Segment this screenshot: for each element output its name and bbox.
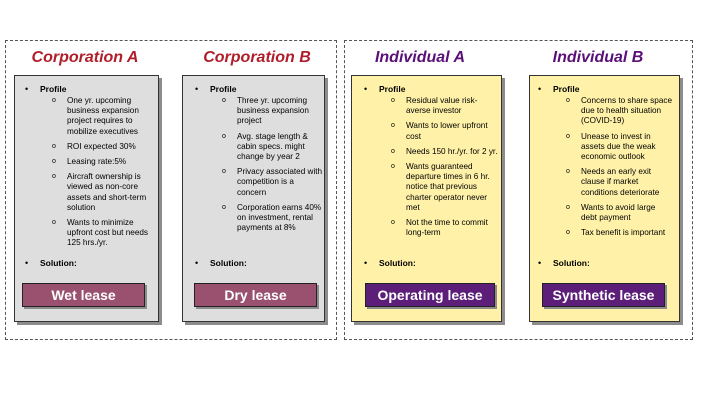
profile-list-individual-a: [391, 96, 498, 243]
profile-label: Profile: [40, 84, 67, 94]
list-item: o One yr. upcoming business expansion project requires to mobilize executives: [52, 96, 139, 136]
profile-list-corporation-a: [52, 96, 155, 254]
solution-label: Solution:: [40, 258, 77, 268]
solution-label: Solution:: [210, 258, 247, 268]
solution-bullet: • Solution:: [538, 258, 590, 268]
list-item: o Wants guaranteed departure times in 6 hr. notice that previous charter operator never met: [391, 162, 490, 212]
list-item: o Residual value risk-averse investor: [391, 96, 478, 116]
column-title-individual-a: Individual A: [374, 49, 466, 66]
profile-list-individual-b: [566, 96, 673, 243]
list-item: o Unease to invest in assets due the weak economic outlook: [566, 131, 656, 162]
column-title-corporation-b: Corporation B: [203, 49, 311, 66]
list-item: o Wants to lower upfront cost: [391, 121, 488, 141]
list-item: o Aircraft ownership is viewed as non-core assets and short-term solution: [52, 172, 147, 212]
profile-label: Profile: [210, 84, 237, 94]
list-item: o Needs 150 hr./yr. for 2 yr.: [391, 146, 498, 156]
profile-bullet: • Profile: [195, 84, 237, 94]
list-item: o Privacy associated with competition is a concern: [222, 167, 323, 197]
profile-bullet: • Profile: [364, 84, 406, 94]
solution-operating-lease: Operating lease: [365, 283, 495, 307]
list-item: o ROI expected 30%: [52, 141, 136, 151]
profile-bullet: • Profile: [25, 84, 67, 94]
solution-label: Solution:: [553, 258, 590, 268]
solution-wet-lease: Wet lease: [22, 283, 145, 307]
list-item: o Not the time to commit long-term: [391, 218, 488, 238]
solution-dry-lease: Dry lease: [194, 283, 317, 307]
list-item: o Three yr. upcoming business expansion project: [222, 96, 309, 126]
list-item: o Leasing rate:5%: [52, 157, 127, 167]
solution-bullet: • Solution:: [364, 258, 416, 268]
profile-bullet: • Profile: [538, 84, 580, 94]
solution-bullet: • Solution:: [25, 258, 77, 268]
list-item: o Concerns to share space due to health situation (COVID-19): [566, 96, 673, 126]
list-item: o Needs an early exit clause if market conditions deteriorate: [566, 167, 660, 197]
column-title-corporation-a: Corporation A: [31, 49, 139, 66]
profile-label: Profile: [379, 84, 406, 94]
list-item: o Tax benefit is important: [566, 228, 666, 238]
solution-bullet: • Solution:: [195, 258, 247, 268]
list-item: o Corporation earns 40% on investment, rental payments at 8%: [222, 202, 322, 233]
profile-list-corporation-b: [222, 96, 323, 238]
solution-synthetic-lease: Synthetic lease: [542, 283, 665, 307]
column-title-individual-b: Individual B: [552, 49, 644, 66]
list-item: o Wants to minimize upfront cost but needs 125 hrs./yr.: [52, 218, 149, 248]
profile-label: Profile: [553, 84, 580, 94]
list-item: o Avg. stage length & cabin specs. might change by year 2: [222, 131, 308, 162]
solution-label: Solution:: [379, 258, 416, 268]
list-item: o Wants to avoid large debt payment: [566, 202, 656, 223]
